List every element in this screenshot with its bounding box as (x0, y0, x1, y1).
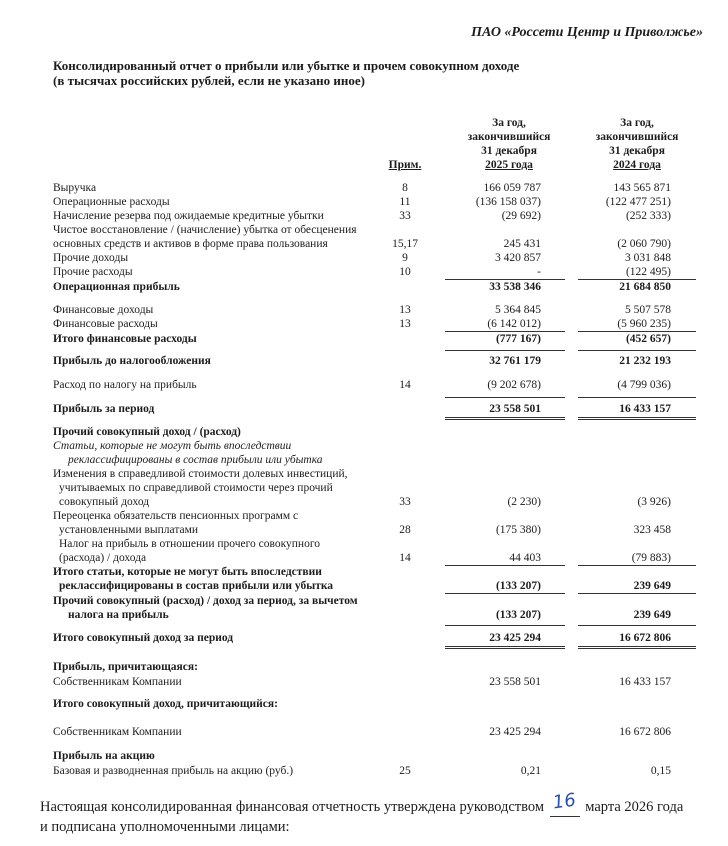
value-2025: 5 364 845 (495, 304, 541, 316)
row-label: реклассифицированы в состав прибыли или убытка (68, 454, 323, 466)
row-fvoci-change-3 (0, 495, 728, 509)
value-2024: 143 565 871 (613, 182, 671, 194)
row-note: 28 (399, 524, 411, 536)
value-2025: 32 761 179 (489, 355, 541, 367)
approval-date-text: марта 2026 года (585, 799, 684, 815)
value-2025: 44 403 (509, 552, 541, 564)
column-header-line: За год, (620, 117, 654, 129)
value-2025: (133 207) (495, 580, 541, 592)
column-header-2024 (578, 116, 696, 172)
row-note: 25 (399, 765, 411, 777)
value-2024: (2 060 790) (617, 238, 671, 250)
value-2024: (79 883) (631, 552, 671, 564)
row-label: Прибыль за период (53, 403, 155, 415)
row-note: 15,17 (392, 238, 418, 250)
value-2025: (6 142 012) (487, 318, 541, 330)
row-tci-owners (0, 725, 728, 739)
value-2024: 16 672 806 (619, 632, 671, 644)
value-2024: (122 477 251) (605, 196, 671, 208)
handwritten-day-field (550, 789, 580, 817)
value-2025: 23 425 294 (489, 726, 541, 738)
row-finance-costs (0, 317, 728, 331)
column-header-2025 (453, 116, 565, 172)
note-column-header: Прим. (388, 159, 422, 171)
row-note: 33 (399, 496, 411, 508)
row-label: Финансовые расходы (53, 318, 158, 330)
row-profit-for-period (0, 402, 728, 416)
column-header-line: 2024 года (613, 159, 661, 171)
title-line-2: (в тысячах российских рублей, если не указано иное) (53, 73, 365, 88)
title-line-1: Консолидированный отчет о прибыли или убытке и прочем совокупном доходе (53, 58, 520, 73)
row-label: Операционная прибыль (53, 281, 180, 293)
value-2024: 0,15 (650, 765, 671, 777)
row-profit-before-tax (0, 354, 728, 368)
row-net-finance-costs (0, 332, 728, 346)
column-header-line: закончившийся (595, 131, 679, 143)
row-note: 8 (402, 182, 408, 194)
row-label: Чистое восстановление / (начисление) убытка от обесценения (53, 224, 357, 236)
approval-line-1 (40, 789, 720, 817)
value-2024: 3 031 848 (625, 252, 671, 264)
value-2025: 0,21 (520, 765, 541, 777)
row-label: установленными выплатами (59, 524, 199, 536)
row-label: Итого совокупный доход за период (53, 632, 234, 644)
row-total-not-reclassified-1 (0, 565, 728, 579)
value-2024: 16 433 157 (619, 403, 671, 415)
value-2025: (136 158 037) (475, 196, 541, 208)
row-note: 33 (399, 210, 411, 222)
value-2025: 23 558 501 (489, 676, 541, 688)
row-label: Итого финансовые расходы (53, 333, 197, 345)
value-2024: 16 672 806 (619, 726, 671, 738)
row-other-expenses (0, 265, 728, 279)
value-2025: 33 538 346 (489, 281, 541, 293)
row-profit-attributable-heading (0, 660, 728, 674)
row-label: Расход по налогу на прибыль (53, 379, 197, 391)
row-operating-expenses (0, 195, 728, 209)
row-label: Статьи, которые не могут быть впоследствии (53, 440, 292, 452)
total-double-rule (445, 646, 565, 649)
row-eps-heading (0, 749, 728, 763)
row-profit-owners (0, 675, 728, 689)
row-label: Переоценка обязательств пенсионных программ с (53, 510, 299, 522)
column-header-line: закончившийся (467, 131, 551, 143)
value-2025: 23 425 294 (489, 632, 541, 644)
company-name: ПАО «Россети Центр и Приволжье» (471, 25, 703, 40)
value-2024: (452 657) (625, 333, 671, 345)
row-finance-income (0, 303, 728, 317)
row-label: реклассифицированы в состав прибыли или убытка (59, 580, 334, 592)
row-label: учитываемых по справедливой стоимости через прочий (59, 482, 333, 494)
row-oci-net-of-tax-1 (0, 594, 728, 608)
approval-statement (40, 789, 720, 837)
row-label: Прочие расходы (53, 266, 133, 278)
row-eps (0, 764, 728, 778)
approval-text: Настоящая консолидированная финансовая отчетность утверждена руководством (40, 799, 545, 815)
row-impairment-line-2 (0, 237, 728, 251)
row-tci-attributable-heading (0, 697, 728, 711)
row-total-not-reclassified-2 (0, 579, 728, 593)
subtotal-rule (578, 397, 696, 398)
row-note: 14 (399, 552, 411, 564)
row-label: Итого совокупный доход, причитающийся: (53, 698, 278, 710)
value-2024: 239 649 (633, 580, 671, 592)
value-2025: 23 558 501 (489, 403, 541, 415)
subtotal-rule (445, 397, 565, 398)
row-fvoci-change-2 (0, 481, 728, 495)
value-2025: 3 420 857 (495, 252, 541, 264)
row-label: Налог на прибыль в отношении прочего совокупного (59, 538, 321, 550)
row-note: 13 (399, 304, 411, 316)
total-double-rule (578, 417, 696, 420)
row-pension-remeasurement-2 (0, 523, 728, 537)
row-label: Операционные расходы (53, 196, 170, 208)
row-revenue (0, 181, 728, 195)
row-oci-net-of-tax-2 (0, 608, 728, 622)
row-label: Финансовые доходы (53, 304, 154, 316)
row-note: 11 (399, 196, 411, 208)
row-label: Прибыль, причитающаяся: (53, 661, 198, 673)
row-operating-profit (0, 280, 728, 294)
row-income-tax (0, 378, 728, 392)
value-2025: 245 431 (503, 238, 541, 250)
row-oci-tax-1 (0, 537, 728, 551)
approval-line-2: и подписана уполномоченными лицами: (40, 819, 290, 835)
value-2024: (122 495) (625, 266, 671, 278)
value-2025: (777 167) (495, 333, 541, 345)
row-label: Базовая и разводненная прибыль на акцию (руб.) (53, 765, 294, 777)
row-label: Собственникам Компании (53, 726, 182, 738)
row-label: Прибыль до налогообложения (53, 355, 211, 367)
column-header-line: 31 декабря (481, 145, 537, 157)
row-label: Итого статьи, которые не могут быть впоследствии (53, 566, 322, 578)
row-note: 13 (399, 318, 411, 330)
value-2025: (2 230) (507, 496, 541, 508)
row-credit-loss-allowance (0, 209, 728, 223)
row-label: Собственникам Компании (53, 676, 182, 688)
row-note: 14 (399, 379, 411, 391)
value-2025: 166 059 787 (483, 182, 541, 194)
row-pension-remeasurement-1 (0, 509, 728, 523)
row-label: Начисление резерва под ожидаемые кредитные убытки (53, 210, 324, 222)
row-note: 9 (402, 252, 408, 264)
row-oci-tax-2 (0, 551, 728, 565)
total-double-rule (445, 417, 565, 420)
value-2025: (9 202 678) (487, 379, 541, 391)
row-total-comprehensive-income (0, 631, 728, 645)
value-2024: (5 960 235) (617, 318, 671, 330)
value-2025: (133 207) (495, 609, 541, 621)
value-2024: (3 926) (637, 496, 671, 508)
row-label: совокупный доход (59, 496, 150, 508)
value-2024: 239 649 (633, 609, 671, 621)
subtotal-rule (578, 350, 696, 351)
row-label: Прочий совокупный доход / (расход) (53, 426, 241, 438)
row-label: Изменения в справедливой стоимости долевых инвестиций, (53, 468, 348, 480)
column-header-line: За год, (492, 117, 526, 129)
total-double-rule (578, 646, 696, 649)
value-2024: (252 333) (625, 210, 671, 222)
row-label: Прочий совокупный (расход) / доход за период, за вычетом (53, 595, 358, 607)
statement-title (53, 58, 519, 88)
row-items-not-reclassified-1 (0, 439, 728, 453)
row-label: налога на прибыль (68, 609, 169, 621)
handwritten-day: 16 (551, 789, 577, 814)
value-2024: 323 458 (633, 524, 671, 536)
subtotal-rule (445, 350, 565, 351)
value-2024: 5 507 578 (625, 304, 671, 316)
row-label: основных средств и активов в форме права пользования (53, 238, 328, 250)
value-2024: 21 684 850 (619, 281, 671, 293)
row-label: (расхода) / дохода (59, 552, 147, 564)
value-2025: (29 692) (501, 210, 541, 222)
column-header-line: 2025 года (485, 159, 533, 171)
row-note: 10 (399, 266, 411, 278)
row-items-not-reclassified-2 (0, 453, 728, 467)
value-2025: - (537, 266, 541, 278)
row-other-income (0, 251, 728, 265)
subtotal-rule (445, 625, 565, 626)
row-label: Прибыль на акцию (53, 750, 155, 762)
value-2025: (175 380) (495, 524, 541, 536)
row-fvoci-change-1 (0, 467, 728, 481)
value-2024: 21 232 193 (619, 355, 671, 367)
row-label: Выручка (53, 182, 97, 194)
subtotal-rule (578, 625, 696, 626)
row-oci-heading (0, 425, 728, 439)
row-label: Прочие доходы (53, 252, 129, 264)
value-2024: (4 799 036) (617, 379, 671, 391)
row-impairment-line-1 (0, 223, 728, 237)
value-2024: 16 433 157 (619, 676, 671, 688)
column-header-line: 31 декабря (609, 145, 665, 157)
